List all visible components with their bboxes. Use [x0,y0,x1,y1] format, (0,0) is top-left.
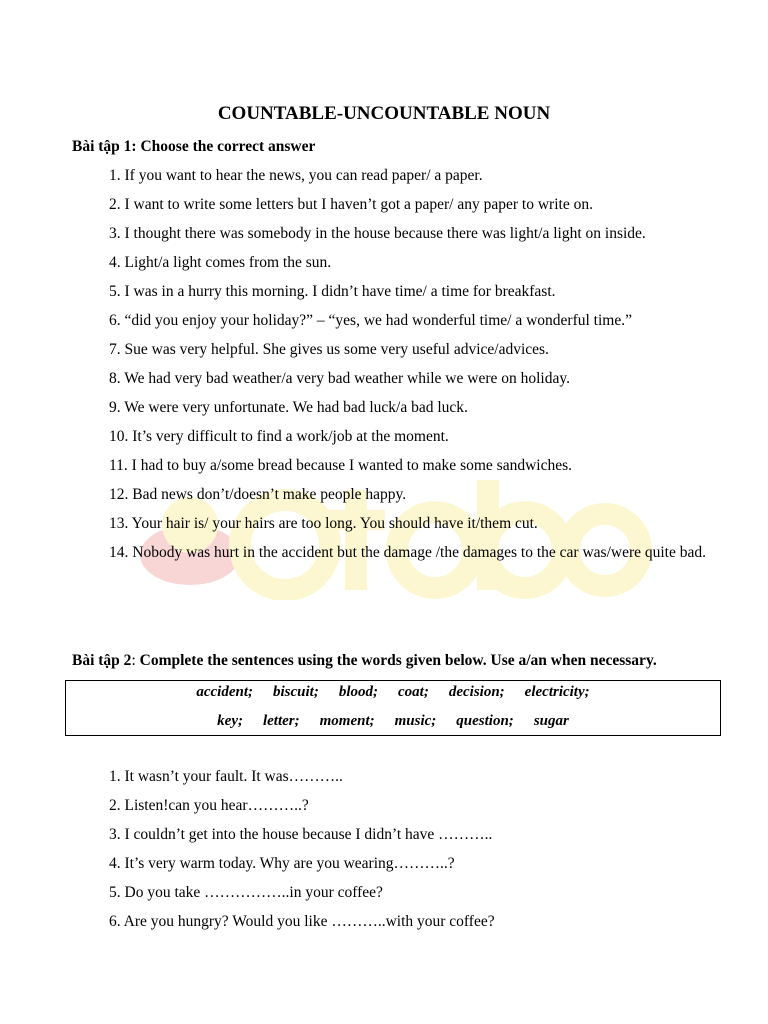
list-item: 14. Nobody was hurt in the accident but the damage /the damages to the car was/were quite bad. [109,544,706,561]
list-item: 1. If you want to hear the news, you can read paper/ a paper. [109,167,483,184]
list-item: 12. Bad news don’t/doesn’t make people happy. [109,486,407,503]
list-item: 5. I was in a hurry this morning. I didn’t have time/ a time for breakfast. [109,283,556,300]
exercise2-instruction: Complete the sentences using the words given below. Use a/an when necessary. [135,652,657,669]
word-bank-word: letter; [262,713,300,729]
list-item: 11. I had to buy a/some bread because I wanted to make some sandwiches. [109,457,572,474]
list-item: 1. It wasn’t your fault. It was……….. [109,768,343,785]
word-bank-word: coat; [398,684,429,700]
exercise1-list [109,161,709,567]
word-bank-word: decision; [448,684,505,700]
word-bank-word: question; [456,713,514,729]
word-bank-word: music; [394,713,437,729]
list-item: 3. I couldn’t get into the house because I didn’t have ……….. [109,826,493,843]
list-item: 6. “did you enjoy your holiday?” – “yes, we had wonderful time/ a wonderful time.” [109,312,632,329]
exercise1-instruction: Choose the correct answer [140,138,316,155]
word-bank-word: biscuit; [273,684,319,700]
list-item: 3. I thought there was somebody in the house because there was light/a light on inside. [109,225,646,242]
list-item: 2. Listen!can you hear………..? [109,797,309,814]
exercise1-heading [72,137,315,157]
list-item: 7. Sue was very helpful. She gives us some very useful advice/advices. [109,341,549,358]
word-bank-word: sugar [533,713,569,729]
page-title: COUNTABLE-UNCOUNTABLE NOUN [217,103,551,124]
list-item: 2. I want to write some letters but I haven’t got a paper/ any paper to write on. [109,196,593,213]
word-bank-row-2 [66,707,720,736]
word-bank-word: moment; [319,713,375,729]
list-item: 6. Are you hungry? Would you like ………..with your coffee? [109,913,495,930]
word-bank-word: accident; [196,684,253,700]
word-bank-word: electricity; [524,684,590,700]
exercise1-label: Bài tập 1: [72,138,137,155]
exercise2-heading [72,651,657,671]
list-item: 8. We had very bad weather/a very bad weather while we were on holiday. [109,370,570,387]
list-item: 4. Light/a light comes from the sun. [109,254,332,271]
list-item: 13. Your hair is/ your hairs are too long. You should have it/them cut. [109,515,538,532]
list-item: 4. It’s very warm today. Why are you wearing………..? [109,855,455,872]
word-bank-box [65,680,721,736]
exercise2-label: Bài tập 2 [72,652,132,669]
exercise2-list [109,762,709,936]
list-item: 5. Do you take ……………..in your coffee? [109,884,383,901]
list-item: 10. It’s very difficult to find a work/job at the moment. [109,428,449,445]
word-bank-word: key; [217,713,243,729]
exercise2-separator: : [131,652,136,669]
word-bank-word: blood; [338,684,379,700]
word-bank-row-1 [66,678,720,707]
list-item: 9. We were very unfortunate. We had bad luck/a bad luck. [109,399,468,416]
